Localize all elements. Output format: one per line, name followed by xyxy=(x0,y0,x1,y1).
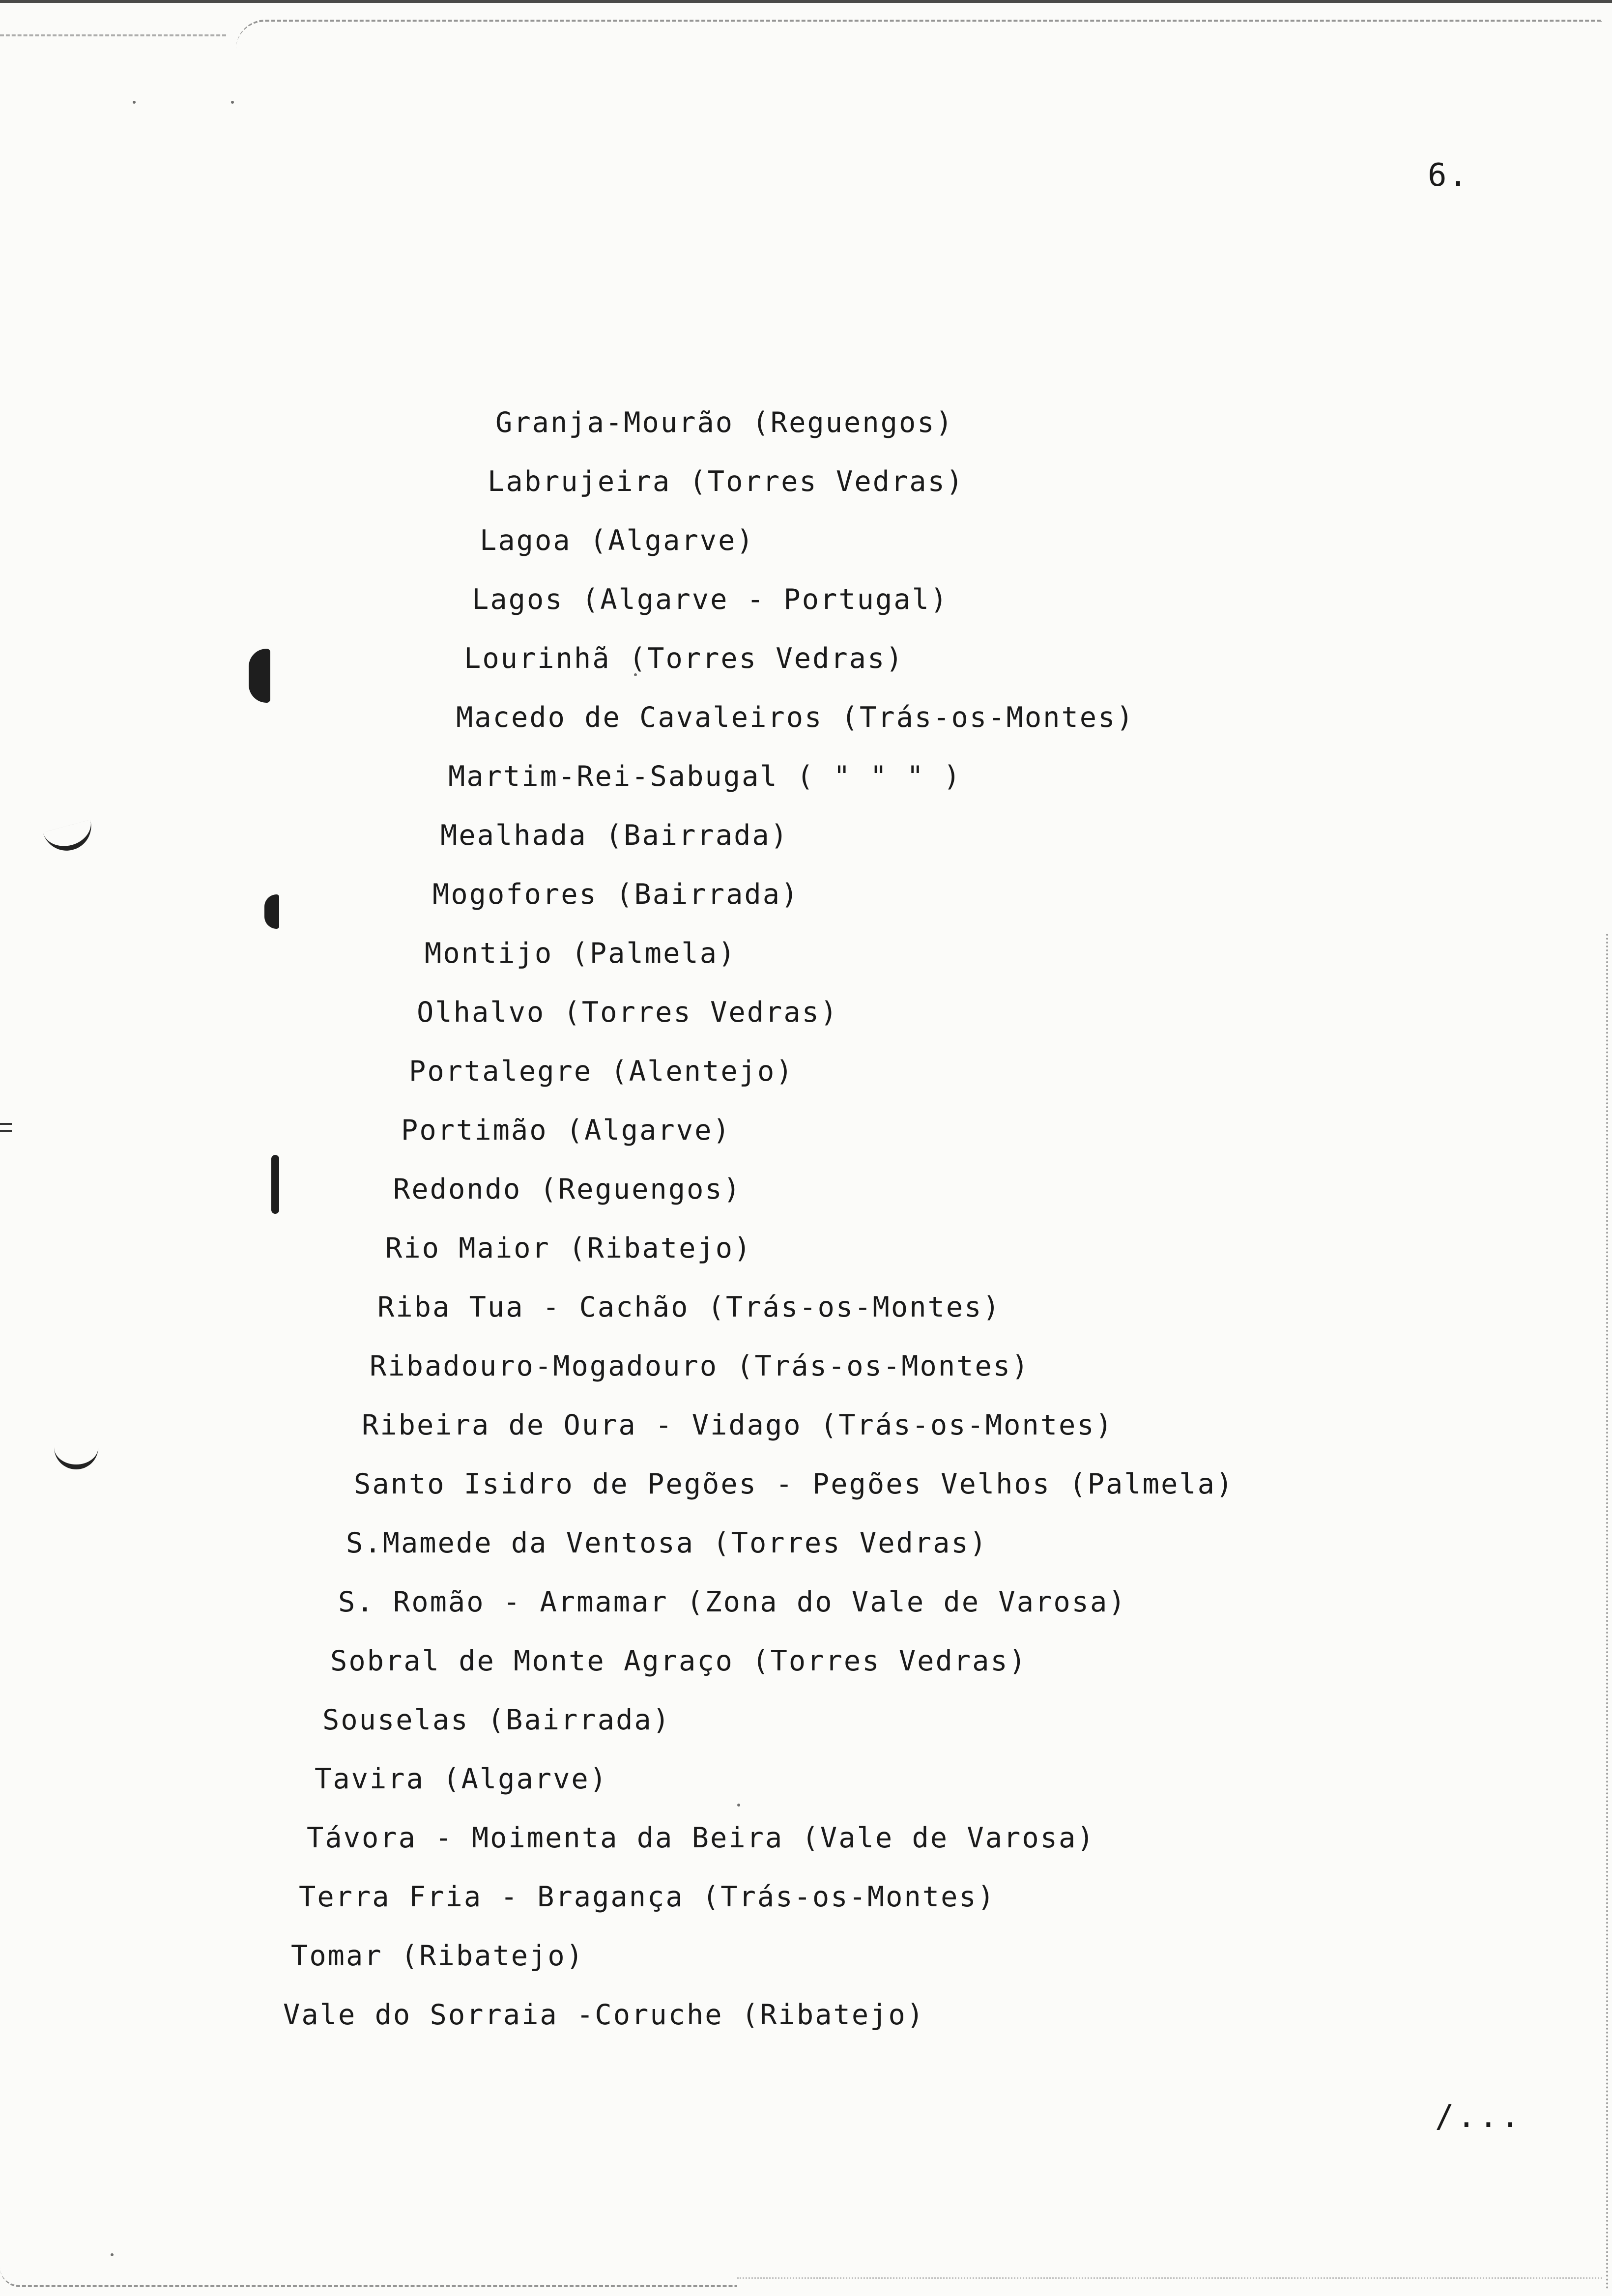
list-item: Riba Tua - Cachão (Trás-os-Montes) xyxy=(377,1291,1001,1323)
list-item: Terra Fria - Bragança (Trás-os-Montes) xyxy=(299,1881,996,1913)
list-item: Ribadouro-Mogadouro (Trás-os-Montes) xyxy=(370,1350,1030,1382)
scan-speck xyxy=(231,101,234,104)
punch-hole-mark xyxy=(264,894,279,929)
scan-fold-line xyxy=(236,20,1602,51)
scan-speck xyxy=(111,2253,114,2256)
list-item: Portalegre (Alentejo) xyxy=(409,1055,794,1088)
page-number: 6. xyxy=(1428,157,1470,194)
scan-bottom-edge xyxy=(737,2275,1602,2279)
list-item: Mogofores (Bairrada) xyxy=(432,878,800,911)
list-item: Santo Isidro de Pegões - Pegões Velhos (Palmela) xyxy=(354,1468,1235,1500)
list-item: Granja-Mourão (Reguengos) xyxy=(495,406,954,439)
list-item: Mealhada (Bairrada) xyxy=(440,819,789,852)
scan-bottom-fold xyxy=(0,2251,737,2287)
list-item: Lagos (Algarve - Portugal) xyxy=(472,583,949,616)
punch-hole-mark xyxy=(249,649,270,703)
list-item: Tavira (Algarve) xyxy=(315,1763,608,1795)
scan-right-edge xyxy=(1603,934,1608,2290)
binder-clip-mark xyxy=(43,820,97,856)
scan-fold-line-left xyxy=(0,34,226,39)
list-item: Lagoa (Algarve) xyxy=(480,524,755,557)
list-item: Souselas (Bairrada) xyxy=(322,1704,671,1736)
margin-mark xyxy=(0,1123,12,1132)
list-item: Sobral de Monte Agraço (Torres Vedras) xyxy=(330,1645,1028,1677)
list-item: Portimão (Algarve) xyxy=(401,1114,731,1147)
list-item: S. Romão - Armamar (Zona do Vale de Varosa) xyxy=(338,1586,1127,1618)
list-item: Labrujeira (Torres Vedras) xyxy=(488,465,965,498)
binder-clip-mark xyxy=(54,1445,98,1469)
list-item: Lourinhã (Torres Vedras) xyxy=(464,642,904,675)
continuation-mark: /... xyxy=(1435,2098,1523,2135)
scan-top-edge xyxy=(0,0,1612,3)
list-item: Ribeira de Oura - Vidago (Trás-os-Montes) xyxy=(362,1409,1114,1441)
list-item: S.Mamede da Ventosa (Torres Vedras) xyxy=(346,1527,988,1559)
list-item: Redondo (Reguengos) xyxy=(393,1173,742,1205)
list-item: Távora - Moimenta da Beira (Vale de Varosa) xyxy=(307,1822,1095,1854)
list-item: Olhalvo (Torres Vedras) xyxy=(417,996,839,1029)
list-item: Martim-Rei-Sabugal ( " " " ) xyxy=(448,760,962,793)
list-item: Vale do Sorraia -Coruche (Ribatejo) xyxy=(283,1999,925,2031)
list-item: Macedo de Cavaleiros (Trás-os-Montes) xyxy=(456,701,1135,734)
list-item: Tomar (Ribatejo) xyxy=(291,1940,585,1972)
list-item: Rio Maior (Ribatejo) xyxy=(385,1232,752,1264)
scan-speck xyxy=(737,1804,740,1807)
scan-speck xyxy=(133,101,136,104)
punch-hole-mark xyxy=(271,1155,279,1214)
list-item: Montijo (Palmela) xyxy=(425,937,737,970)
